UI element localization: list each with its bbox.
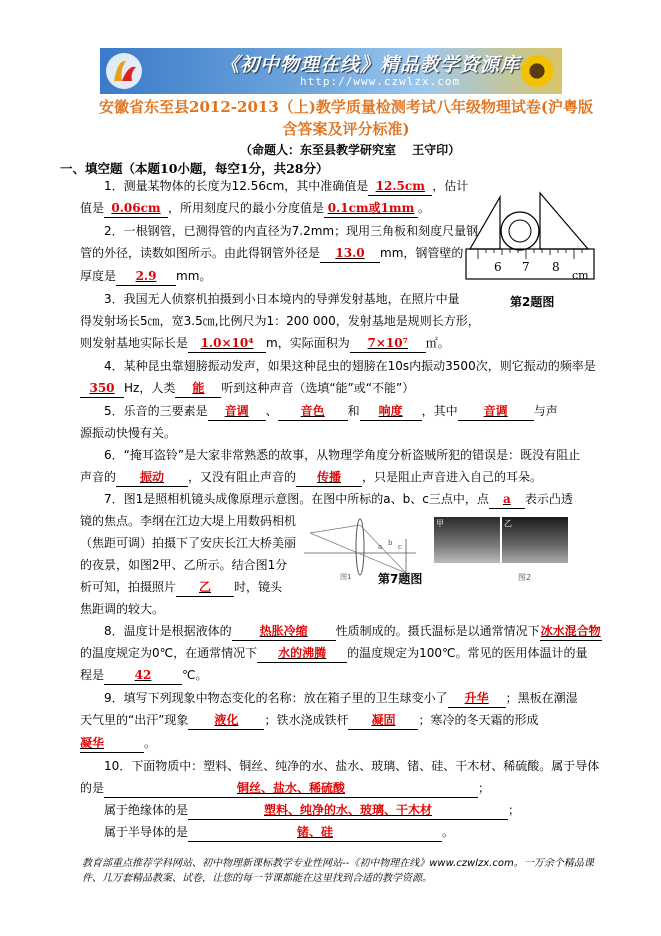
q10-line-3: 属于绝缘体的是 塑料、纯净的水、玻璃、干木材 ； [104,799,520,821]
q6-answer-2: 传播 [317,470,342,484]
fig7-caption: 第7题图 [378,572,423,586]
svg-text:c: c [398,543,402,551]
q8-answer-4: 42 [134,668,152,682]
q8-answer-2: 冰水混合物 [540,624,601,638]
q7-answer-2: 乙 [199,580,212,594]
q1-answer-2: 0.06cm [111,201,161,215]
q7-line-1: 7．图1是照相机镜头成像原理示意图。在图中所标的a、b、c三点中，点 a 表示凸透 [104,488,573,510]
banner-title: 《初中物理在线》精品教学资源库 [220,54,521,76]
q8-line-2: 的温度规定为0℃，在通常情况下 水的沸腾 的温度规定为100℃。常见的医用体温计的量 [80,642,588,664]
q8-answer-1: 热胀冷缩 [259,624,308,638]
banner-url[interactable]: http://www.czwlzx.com [300,75,461,88]
q9-line-3: 凝华 。 [80,732,156,754]
fig7-photo-jia: 甲 [434,517,500,563]
fig2-tick-7: 7 [522,260,530,274]
q3-answer-1: 1.0×10⁴ [200,336,254,350]
page-footer: 教育部重点推荐学科网站、初中物理新课标教学专业性网站--《初中物理在线》www.czwlzx.com。一万余个精品课件、几万套精品教案、试卷，让您的每一节课都能在这里找到合适的教学资源。 [82,858,594,884]
fig2-tick-6: 6 [494,260,502,274]
q1-line-2: 值是 0.06cm ，所用刻度尺的最小分度值是 0.1cm或1mm 。 [80,197,430,219]
fig2-tick-8: 8 [552,260,560,274]
q7-line-2: 镜的焦点。李纲在江边大堤上用数码相机 [80,514,297,528]
fig2-unit: cm [572,269,589,282]
q10-answer-1: 铜丝、盐水、稀硫酸 [237,781,346,795]
header-banner [100,48,562,94]
czwlzx-logo-icon [104,51,144,91]
q9-answer-3: 凝固 [371,713,396,727]
svg-text:b: b [388,539,393,547]
fig7-label-1: 图1 [340,573,352,581]
q7-line-5: 析可知，拍摄照片 乙 时，镜头 [80,576,282,598]
q4-line-1: 4．某种昆虫靠翅膀振动发声，如果这种昆虫的翅膀在10s内振动3500次，则它振动的频率是 [104,359,596,373]
q2-line-1: 2．一根钢管，已测得管的内直径为7.2mm；现用三角板和刻度尺量钢 [104,224,479,238]
q6-answer-1: 振动 [140,470,165,484]
author-line: （命题人：东至县教学研究室 王守印） [240,143,461,157]
fig2-caption: 第2题图 [510,295,555,309]
q3-line-1: 3．我国无人侦察机拍摄到小日本境内的导弹发射基地，在照片中量 [104,292,460,306]
q8-line-1: 8．温度计是根据液体的 热胀冷缩 性质制成的。摄氏温标是以通常情况下冰水混合物 [104,620,602,642]
fig7-label-2: 图2 [518,573,532,582]
q3-answer-2: 7×10⁷ [367,336,408,350]
q10-answer-2: 塑料、纯净的水、玻璃、干木材 [264,803,433,817]
q5-answer-4: 音调 [483,404,508,418]
fig7-photo-yi: 乙 [502,517,568,563]
q10-answer-3: 锗、硅 [297,825,334,839]
q7-line-3: （焦距可调）拍摄下了安庆长江大桥美丽 [80,536,297,550]
q2-line-3: 厚度是 2.9 mm。 [80,265,211,287]
q4-answer-2: 能 [192,381,205,395]
q8-answer-3: 水的沸腾 [278,646,327,660]
q6-line-1: 6．“掩耳盗铃”是大家非常熟悉的故事，从物理学角度分析盗贼所犯的错误是：既没有阻止 [104,448,581,462]
q6-line-2: 声音的 振动 ，又没有阻止声音的 传播 ，只是阻止声音进入自己的耳朵。 [80,466,542,488]
q1-answer-1: 12.5cm [375,179,425,193]
q5-line-2: 源振动快慢有关。 [80,426,177,440]
q9-answer-4: 凝华 [80,736,105,750]
q9-answer-1: 升华 [464,691,489,705]
q7-answer-1: a [502,492,511,506]
page-title: 安徽省东至县2012-2013（上)教学质量检测考试八年级物理试卷(沪粤版含答案及评分标准) [99,98,593,138]
q5-answer-2: 音色 [300,404,325,418]
svg-text:a: a [378,543,383,551]
q1-answer-3: 0.1cm或1mm [327,201,415,215]
q7-line-6: 焦距调的较大。 [80,602,165,616]
q4-line-2: 350 Hz，人类 能 听到这种声音（选填“能”或“不能”） [80,377,414,399]
q5-answer-3: 响度 [378,404,403,418]
q1-line-1: 1．测量某物体的长度为12.56cm，其中准确值是 12.5cm ，估计 [104,175,468,197]
q2-answer-1: 13.0 [335,246,365,260]
q8-line-3: 程是 42 ℃。 [80,664,208,686]
q5-answer-1: 音调 [224,404,249,418]
q9-line-1: 9．填写下列现象中物态变化的名称：放在箱子里的卫生球变小了 升华 ；黑板在潮湿 [104,687,578,709]
q3-line-2: 得发射场长5㎝，宽3.5㎝,比例尺为1：200 000，发射基地是规则长方形， [80,314,480,328]
section-heading: 一、填空题（本题10小题，每空1分，共28分） [60,161,329,176]
q10-line-2: 的是 铜丝、盐水、稀硫酸 ； [80,777,490,799]
q10-line-1: 10．下面物质中：塑料、铜丝、纯净的水、盐水、玻璃、锗、硅、干木材、稀硫酸。属于导体 [104,759,600,773]
q5-line-1: 5．乐音的三要素是 音调 、 音色 和 响度 ，其中 音调 与声 [104,400,558,422]
q2-answer-2: 2.9 [135,269,157,283]
fig2-ruler-diagram [464,183,596,289]
q9-answer-2: 液化 [214,713,239,727]
q3-line-3: 则发射基地实际长是 1.0×10⁴ m，实际面积为 7×10⁷ ㎡。 [80,332,450,354]
q7-line-4: 的夜景，如图2甲、乙所示。结合图1分 [80,558,288,572]
q10-line-4: 属于半导体的是 锗、硅 。 [104,821,454,843]
q9-line-2: 天气里的“出汗”现象 液化 ；铁水浇成铁杆 凝固 ；寒冷的冬天霜的形成 [80,709,538,731]
q4-answer-1: 350 [89,381,115,395]
q2-line-2: 管的外径，读数如图所示。由此得钢管外径是 13.0 mm，钢管壁的 [80,242,463,264]
sunflower-icon [518,52,556,90]
